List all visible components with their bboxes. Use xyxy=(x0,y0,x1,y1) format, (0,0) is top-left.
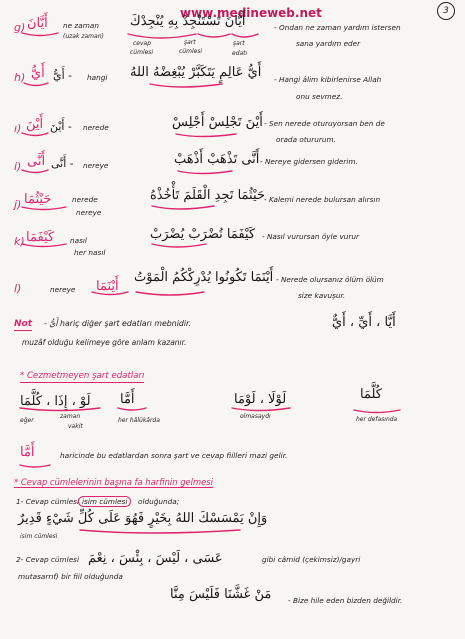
amma-word: أَمَّا xyxy=(20,445,35,460)
row-edat: كَيْفَمَا xyxy=(26,230,55,245)
rule-2-line-2: mutasarrıf) bir fiil olduğunda xyxy=(18,572,123,581)
label-cevap-2: cümlesi xyxy=(130,49,154,56)
row-example: حَيْثُمَا تَجِدِ الْقَلَمَ تَأْخُذْهُ xyxy=(150,188,265,203)
rule-1-example: وَإِنْ يَمْسَسْكَ اللهُ بِخَيْرٍ فَهُوَ عَلَى كُلِّ شَيْءٍ قَدِيرٌ xyxy=(18,511,268,526)
rule-2-example: مَنْ غَشَّنَا فَلَيْسَ مِنَّا xyxy=(170,587,272,602)
row-example: أَيْنَ تَجْلِسْ أَجْلِسْ xyxy=(172,115,263,130)
row-edat: أَيَّانَ xyxy=(27,16,48,31)
row-edat: أَيْنَ xyxy=(26,117,44,132)
row-meaning: nereye xyxy=(50,285,76,294)
particle-meaning: eğer xyxy=(20,417,34,424)
underline-stroke xyxy=(178,171,232,174)
row-edat-dash: - أَنَّى xyxy=(51,157,74,170)
row-meaning: nereye xyxy=(83,161,109,170)
row-meaning: nerede xyxy=(83,123,109,132)
note-text-2: muzâf olduğu kelimeye göre anlam kazanır. xyxy=(22,338,187,347)
row-translation: - Sen nerede oturuyorsan ben de xyxy=(264,119,385,128)
rule-1-end: olduğunda; xyxy=(138,497,180,506)
row-translation-2: orada otururum. xyxy=(276,135,336,144)
row-letter: ı) xyxy=(14,122,22,135)
row-example: أَنَّى تَذْهَبْ أَذْهَبْ xyxy=(174,152,260,167)
brace-stroke xyxy=(198,34,230,37)
row-meaning: ne zaman xyxy=(63,21,99,30)
underline-stroke xyxy=(118,408,146,410)
row-translation: - Nasıl vurursan öyle vurur xyxy=(262,232,360,241)
row-translation: - Nereye gidersen giderim. xyxy=(260,157,358,166)
conditional-particle: كُلَّمَا xyxy=(360,387,382,402)
underline-stroke xyxy=(232,408,290,411)
label-sart-2: cümlesi xyxy=(179,48,203,55)
underline-stroke xyxy=(22,33,58,36)
underline-stroke xyxy=(136,292,204,295)
row-letter: g) xyxy=(14,21,26,34)
rule-1-highlight: isim cümlesi xyxy=(78,496,131,507)
row-example: أَيْنَمَا تَكُونُوا يُدْرِكْكُمُ الْمَوْتُ xyxy=(134,270,274,285)
row-example: أَيَّانَ تَسْتَنْجِدْ بِهِ يُنْجِدْكَ xyxy=(130,14,246,29)
underline-stroke xyxy=(22,170,48,173)
underline-stroke xyxy=(24,83,48,86)
row-letter: j) xyxy=(14,198,22,211)
note-label: Not xyxy=(14,319,33,329)
row-translation-2: onu sevmez. xyxy=(296,92,343,101)
underline-stroke xyxy=(22,133,48,136)
underline-stroke xyxy=(22,244,66,247)
underline-stroke xyxy=(20,465,50,467)
rule-1: 1- Cevap cümlesi xyxy=(16,497,80,506)
section-title: * Cezmetmeyen şart edatları xyxy=(20,371,145,381)
brace-stroke xyxy=(232,34,258,37)
underline-stroke xyxy=(80,530,240,533)
rule-2: 2- Cevap cümlesi xyxy=(16,555,80,564)
row-edat: أَنَّى xyxy=(27,154,46,169)
row-meaning: nasıl xyxy=(70,236,87,245)
rule-2-continuation: gibi câmid (çekimsiz)/gayri xyxy=(262,555,361,564)
note-arabic-forms: أَيَّا ، أَيِّ ، أَيٌّ xyxy=(332,315,396,330)
underline-stroke xyxy=(152,206,214,209)
underline-stroke xyxy=(176,134,236,137)
row-meaning-2: (uzak zaman) xyxy=(63,33,104,40)
row-edat: حَيْثُمَا xyxy=(24,192,52,207)
row-example: أَيُّ عَالِمٍ يَتَكَبَّرْ يُبْغِضْهُ اللهُ xyxy=(130,65,262,80)
conditional-particle: أَمَّا xyxy=(120,392,135,407)
row-meaning-2: nereye xyxy=(76,208,102,217)
row-meaning: hangi xyxy=(87,73,108,82)
underline-stroke xyxy=(22,207,66,210)
row-meaning: nerede xyxy=(72,195,98,204)
row-translation: - Hangi âlim kibirlenirse Allah xyxy=(274,75,382,84)
row-translation: - Kalemi nerede bulursan alırsın xyxy=(264,195,381,204)
particle-meaning: her defasında xyxy=(356,416,398,423)
row-letter: h) xyxy=(14,71,26,84)
particle-meaning: olmasaydı xyxy=(240,413,271,420)
row-letter: i) xyxy=(14,160,22,173)
row-translation: - Nerede olursanız ölüm ölüm xyxy=(276,275,384,284)
underline-stroke xyxy=(150,84,222,87)
note-text: - أَيُّ hariç diğer şart edatları mebnidir. xyxy=(44,319,191,328)
row-letter: k) xyxy=(14,235,25,248)
rule-2-translation: - Bize hile eden bizden değildir. xyxy=(288,596,403,605)
rule-2-verbs: عَسَى ، لَيْسَ ، بِئْسَ ، نِعْمَ xyxy=(88,551,223,566)
row-translation-2: sana yardım eder xyxy=(296,39,361,48)
row-letter: l) xyxy=(14,282,22,295)
conditional-particle: لَوْ ، إِذَا ، كُلَّمَا xyxy=(20,394,91,409)
particle-meaning-3: vakit xyxy=(68,423,83,430)
section-note: haricinde bu edatlardan sonra şart ve cevap fiilleri mazi gelir. xyxy=(60,451,288,460)
row-translation-2: size kavuşur. xyxy=(298,291,346,300)
row-edat-dash: - أَيُّ xyxy=(53,69,72,82)
row-edat-dash: - أَيْنَ xyxy=(50,120,72,133)
underline-stroke xyxy=(354,410,400,413)
rule-1-example-label: isim cümlesi xyxy=(20,533,58,540)
row-edat: أَيُّ xyxy=(31,66,45,81)
underline-stroke xyxy=(92,292,128,295)
label-cevap: cevap xyxy=(133,40,152,47)
label-sart: şart xyxy=(184,39,196,46)
particle-meaning: her hâlükârda xyxy=(118,417,160,424)
label-edat: şart xyxy=(233,40,245,47)
underline-stroke xyxy=(20,408,100,411)
particle-meaning-2: zaman xyxy=(60,413,81,420)
row-translation: - Ondan ne zaman yardım istersen xyxy=(274,23,401,32)
label-edat-2: edatı xyxy=(232,50,248,57)
conditional-particle: لَوْلَا ، لَوْمَا xyxy=(234,392,287,407)
row-edat: أَيْنَمَا xyxy=(96,279,119,294)
underline-stroke xyxy=(152,244,206,247)
row-meaning-2: her nasıl xyxy=(74,248,106,257)
page-number: 3 xyxy=(437,2,455,20)
row-example: كَيْفَمَا تُضْرَبْ يُضْرَبْ xyxy=(150,227,256,242)
brace-stroke xyxy=(128,34,196,38)
section-title: * Cevap cümlelerinin başına fa harfinin gelmesi xyxy=(14,477,214,487)
site-url: www.medineweb.net xyxy=(180,6,322,20)
